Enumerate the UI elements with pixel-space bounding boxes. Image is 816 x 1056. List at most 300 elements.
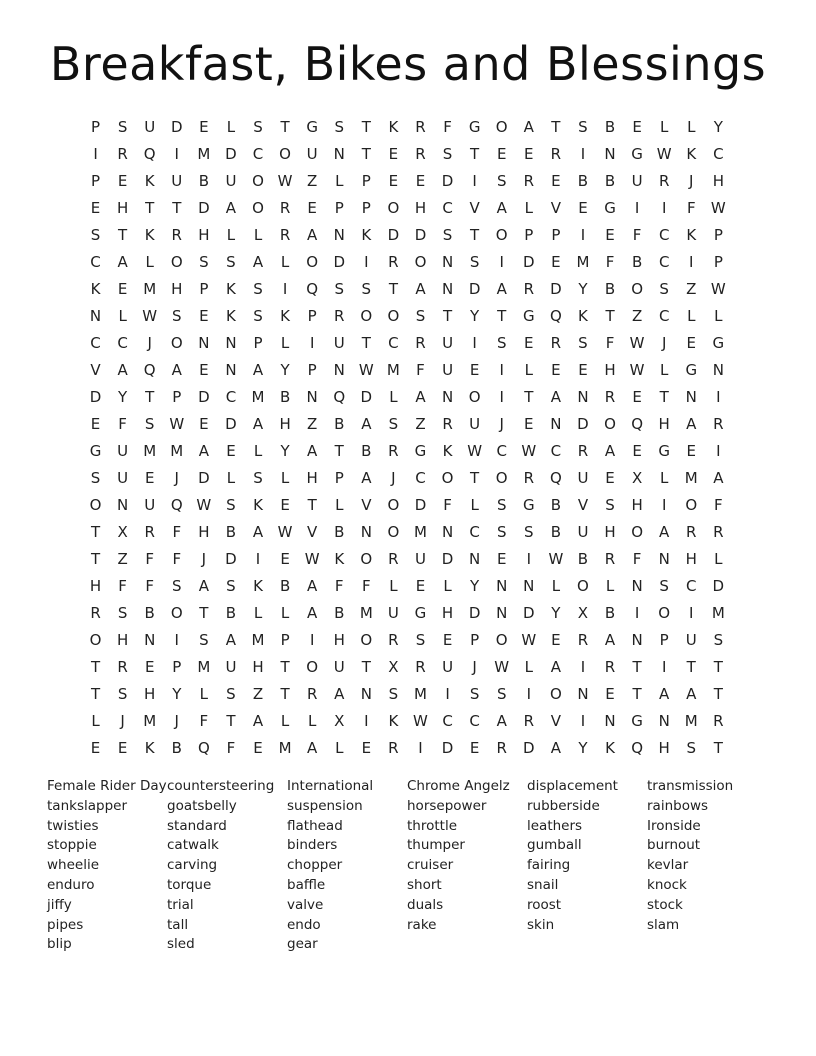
grid-letter: E — [578, 360, 588, 379]
grid-letter: O — [387, 495, 400, 514]
grid-letter: U — [225, 657, 237, 676]
grid-letter: D — [225, 414, 237, 433]
grid-row — [82, 653, 732, 680]
grid-letter: R — [604, 549, 616, 568]
grid-letter: T — [605, 306, 615, 325]
grid-letter: N — [631, 630, 643, 649]
grid-letter: E — [144, 468, 155, 487]
grid-letter: U — [333, 657, 345, 676]
grid-letter: P — [280, 630, 290, 649]
grid-letter: I — [418, 738, 423, 757]
grid-letter: J — [201, 549, 207, 568]
grid-letter: U — [469, 414, 481, 433]
grid-letter: N — [198, 333, 210, 352]
grid-row — [82, 491, 732, 518]
word-list-item: goatsbelly — [167, 797, 237, 814]
grid-letter: K — [578, 306, 588, 325]
grid-letter: L — [389, 387, 398, 406]
grid-letter: B — [604, 171, 616, 190]
grid-letter: B — [171, 738, 182, 757]
grid-letter: J — [391, 468, 396, 487]
grid-letter: A — [604, 630, 616, 649]
grid-letter: W — [142, 306, 158, 325]
grid-letter: O — [495, 225, 508, 244]
grid-letter: Z — [631, 306, 643, 325]
grid-letter: F — [145, 549, 155, 568]
grid-letter: H — [116, 630, 129, 649]
grid-letter: U — [306, 144, 318, 163]
word-list-item: roost — [527, 896, 562, 913]
grid-letter: B — [225, 522, 237, 541]
grid-letter: S — [469, 684, 480, 703]
grid-letter: E — [496, 144, 507, 163]
grid-letter: K — [334, 549, 345, 568]
grid-letter: L — [687, 306, 696, 325]
word-list-item: suspension — [287, 797, 363, 814]
word-list-item: wheelie — [47, 857, 100, 874]
grid-letter: E — [605, 684, 615, 703]
grid-letter: U — [144, 117, 156, 136]
grid-letter: E — [253, 738, 263, 757]
grid-letter: T — [145, 387, 155, 406]
grid-letter: P — [713, 252, 723, 271]
word-list-item: gumball — [527, 837, 582, 854]
grid-letter: R — [388, 441, 399, 460]
grid-letter: S — [496, 495, 507, 514]
grid-letter: E — [524, 333, 534, 352]
grid-letter: Q — [143, 360, 156, 379]
grid-letter: W — [548, 549, 564, 568]
grid-letter: C — [658, 252, 670, 271]
grid-letter: D — [523, 252, 535, 271]
grid-letter: J — [689, 171, 694, 190]
grid-letter: M — [386, 360, 400, 379]
grid-letter: N — [577, 684, 589, 703]
grid-letter: F — [443, 495, 452, 514]
grid-letter: T — [361, 144, 371, 163]
grid-letter: I — [716, 441, 721, 460]
grid-letter: M — [576, 252, 590, 271]
grid-letter: K — [686, 144, 697, 163]
grid-letter: V — [550, 198, 561, 217]
grid-letter: S — [253, 279, 263, 298]
grid-letter: J — [147, 333, 152, 352]
grid-letter: N — [89, 306, 102, 325]
grid-letter: W — [629, 333, 645, 352]
grid-letter: K — [253, 495, 263, 514]
grid-letter: L — [660, 360, 669, 379]
grid-letter: P — [334, 468, 344, 487]
grid-letter: N — [577, 387, 589, 406]
grid-letter: N — [117, 495, 129, 514]
grid-letter: R — [496, 738, 507, 757]
grid-letter: B — [279, 576, 291, 595]
grid-letter: S — [713, 630, 724, 649]
grid-letter: H — [712, 171, 724, 190]
grid-letter: U — [171, 171, 183, 190]
grid-letter: N — [604, 711, 616, 730]
grid-letter: T — [307, 495, 317, 514]
word-list-item: endo — [287, 916, 321, 933]
grid-letter: K — [388, 711, 399, 730]
grid-letter: J — [174, 468, 179, 487]
grid-letter: E — [90, 198, 101, 217]
word-list-item: short — [407, 876, 442, 893]
grid-letter: D — [468, 279, 481, 298]
grid-letter: Z — [415, 414, 426, 433]
grid-letter: G — [631, 144, 643, 163]
grid-letter: R — [415, 144, 426, 163]
grid-letter: T — [470, 225, 480, 244]
grid-letter: N — [712, 360, 724, 379]
grid-letter: O — [279, 144, 291, 163]
grid-letter: B — [631, 252, 643, 271]
grid-letter: R — [144, 522, 155, 541]
grid-letter: C — [442, 711, 453, 730]
grid-letter: L — [91, 711, 100, 730]
word-list-item: snail — [527, 876, 559, 893]
grid-letter: P — [307, 306, 317, 325]
grid-letter: P — [172, 657, 182, 676]
grid-letter: W — [413, 711, 428, 730]
grid-letter: B — [604, 117, 616, 136]
grid-letter: L — [687, 117, 696, 136]
grid-letter: C — [90, 333, 101, 352]
grid-letter: L — [524, 360, 533, 379]
grid-letter: O — [441, 468, 454, 487]
grid-letter: I — [689, 252, 694, 271]
grid-letter: M — [251, 630, 265, 649]
grid-letter: U — [225, 171, 237, 190]
grid-row — [82, 167, 732, 194]
grid-letter: I — [174, 630, 179, 649]
word-list-item: chopper — [287, 857, 343, 874]
grid-letter: E — [226, 441, 236, 460]
grid-letter: K — [388, 117, 399, 136]
grid-letter: G — [604, 198, 616, 217]
grid-letter: B — [577, 171, 589, 190]
grid-letter: J — [174, 711, 179, 730]
grid-letter: I — [472, 333, 477, 352]
grid-letter: A — [225, 198, 237, 217]
grid-letter: F — [199, 711, 209, 730]
grid-letter: F — [443, 117, 452, 136]
grid-letter: T — [90, 522, 101, 541]
grid-letter: O — [495, 468, 508, 487]
grid-letter: V — [90, 360, 101, 379]
grid-letter: A — [496, 711, 507, 730]
grid-letter: O — [658, 603, 671, 622]
grid-letter: Q — [306, 279, 319, 298]
grid-letter: M — [414, 522, 427, 541]
grid-letter: P — [307, 360, 317, 379]
grid-letter: X — [388, 657, 399, 676]
grid-letter: E — [632, 387, 642, 406]
grid-letter: R — [90, 603, 101, 622]
grid-letter: A — [117, 360, 128, 379]
grid-letter: H — [604, 522, 616, 541]
grid-letter: S — [442, 225, 453, 244]
grid-letter: T — [334, 441, 344, 460]
grid-letter: F — [172, 549, 182, 568]
grid-letter: A — [198, 441, 209, 460]
grid-letter: L — [226, 225, 236, 244]
word-list-item: binders — [287, 837, 338, 854]
grid-letter: Y — [172, 684, 182, 703]
grid-letter: X — [577, 603, 589, 622]
grid-letter: Q — [549, 306, 562, 325]
grid-letter: P — [713, 225, 723, 244]
grid-letter: R — [388, 738, 399, 757]
grid-letter: K — [361, 225, 372, 244]
grid-letter: T — [118, 225, 128, 244]
grid-letter: K — [144, 171, 155, 190]
grid-letter: D — [225, 144, 237, 163]
word-list-item: cruiser — [407, 857, 454, 874]
grid-letter: U — [144, 495, 156, 514]
grid-letter: R — [604, 387, 616, 406]
grid-row — [82, 113, 732, 140]
grid-letter: I — [309, 630, 315, 649]
word-list-item: rainbows — [647, 797, 709, 814]
grid-letter: T — [280, 117, 290, 136]
grid-letter: M — [414, 684, 427, 703]
grid-letter: O — [577, 576, 589, 595]
grid-letter: S — [388, 414, 399, 433]
grid-letter: N — [658, 549, 670, 568]
grid-letter: I — [526, 549, 531, 568]
grid-letter: C — [252, 144, 264, 163]
grid-row — [82, 356, 732, 383]
grid-letter: N — [631, 576, 643, 595]
grid-letter: U — [442, 360, 454, 379]
grid-letter: Q — [549, 468, 562, 487]
word-list-item: flathead — [287, 817, 343, 834]
grid-letter: O — [387, 306, 400, 325]
grid-letter: S — [415, 306, 426, 325]
grid-letter: A — [307, 603, 318, 622]
grid-letter: W — [277, 171, 293, 190]
grid-letter: W — [304, 549, 320, 568]
grid-letter: H — [333, 630, 345, 649]
grid-letter: C — [90, 252, 101, 271]
grid-letter: A — [415, 387, 426, 406]
grid-letter: C — [550, 441, 562, 460]
grid-letter: A — [334, 684, 345, 703]
grid-row — [82, 518, 732, 545]
grid-letter: O — [170, 603, 183, 622]
grid-letter: F — [362, 576, 371, 595]
grid-letter: O — [631, 522, 643, 541]
grid-letter: L — [660, 468, 669, 487]
grid-letter: T — [361, 117, 371, 136]
grid-letter: R — [388, 630, 399, 649]
grid-letter: S — [659, 279, 669, 298]
grid-letter: A — [307, 576, 318, 595]
grid-letter: E — [469, 738, 480, 757]
grid-letter: H — [198, 522, 210, 541]
grid-letter: R — [388, 549, 399, 568]
grid-letter: L — [253, 225, 263, 244]
grid-letter: A — [171, 360, 182, 379]
grid-letter: P — [470, 630, 480, 649]
grid-letter: F — [226, 738, 236, 757]
grid-letter: F — [172, 522, 182, 541]
grid-letter: B — [577, 549, 589, 568]
grid-letter: I — [445, 684, 450, 703]
grid-letter: L — [551, 576, 561, 595]
grid-letter: K — [90, 279, 101, 298]
grid-letter: A — [496, 198, 507, 217]
grid-letter: E — [144, 657, 155, 676]
grid-letter: V — [469, 198, 480, 217]
grid-letter: S — [117, 117, 128, 136]
grid-letter: B — [334, 522, 345, 541]
grid-letter: A — [604, 441, 616, 460]
grid-letter: T — [497, 306, 507, 325]
grid-letter: J — [499, 414, 504, 433]
grid-letter: D — [414, 225, 427, 244]
grid-letter: R — [550, 333, 562, 352]
word-list-item: fairing — [527, 857, 571, 874]
word-list-item: standard — [167, 817, 227, 834]
grid-letter: K — [280, 306, 290, 325]
grid-letter: N — [441, 522, 454, 541]
grid-letter: A — [252, 414, 264, 433]
grid-letter: I — [580, 225, 586, 244]
grid-letter: E — [551, 171, 561, 190]
grid-letter: W — [169, 414, 185, 433]
word-list-item: rake — [407, 916, 437, 933]
grid-letter: U — [442, 333, 454, 352]
grid-letter: F — [145, 576, 155, 595]
grid-letter: A — [713, 468, 724, 487]
grid-row — [82, 302, 732, 329]
grid-letter: I — [634, 198, 640, 217]
grid-letter: R — [577, 630, 589, 649]
grid-letter: I — [255, 549, 261, 568]
grid-letter: T — [388, 279, 398, 298]
grid-letter: U — [631, 171, 643, 190]
grid-letter: S — [90, 468, 101, 487]
grid-letter: S — [442, 144, 453, 163]
grid-letter: D — [198, 198, 210, 217]
grid-letter: N — [225, 360, 237, 379]
grid-letter: R — [523, 279, 534, 298]
grid-letter: C — [469, 711, 480, 730]
grid-letter: U — [414, 549, 426, 568]
word-list-item: burnout — [647, 837, 701, 854]
grid-letter: N — [441, 387, 454, 406]
grid-letter: N — [685, 387, 697, 406]
grid-letter: M — [143, 441, 157, 460]
grid-letter: V — [577, 495, 589, 514]
grid-letter: G — [468, 117, 481, 136]
grid-letter: F — [416, 360, 425, 379]
grid-letter: D — [468, 603, 481, 622]
grid-letter: A — [496, 279, 507, 298]
grid-letter: G — [712, 333, 725, 352]
grid-letter: O — [495, 630, 508, 649]
grid-letter: A — [523, 117, 534, 136]
grid-letter: D — [360, 387, 373, 406]
grid-row — [82, 140, 732, 167]
grid-letter: E — [388, 144, 399, 163]
grid-letter: S — [172, 576, 182, 595]
word-list-item: sled — [167, 936, 195, 953]
grid-letter: K — [226, 279, 236, 298]
grid-letter: A — [659, 522, 670, 541]
grid-letter: H — [279, 414, 291, 433]
grid-letter: I — [526, 684, 531, 703]
grid-letter: Q — [333, 387, 346, 406]
grid-letter: N — [333, 360, 345, 379]
grid-letter: C — [415, 468, 426, 487]
word-column — [167, 777, 287, 955]
grid-letter: P — [659, 630, 669, 649]
grid-letter: L — [389, 576, 398, 595]
grid-letter: E — [442, 630, 453, 649]
grid-letter: L — [280, 252, 290, 271]
word-list-item: stock — [647, 896, 683, 913]
grid-letter: T — [90, 657, 101, 676]
grid-letter: Y — [578, 738, 588, 757]
word-list-item: leathers — [527, 817, 583, 834]
word-list-item: knock — [647, 876, 687, 893]
grid-letter: N — [550, 414, 562, 433]
grid-letter: D — [577, 414, 589, 433]
grid-letter: D — [441, 171, 454, 190]
word-list-item: skin — [527, 916, 555, 933]
grid-letter: P — [91, 171, 101, 190]
word-list-item: slam — [647, 916, 680, 933]
grid-letter: A — [686, 684, 697, 703]
grid-letter: T — [686, 657, 696, 676]
grid-letter: E — [199, 117, 209, 136]
grid-row — [82, 437, 732, 464]
grid-letter: O — [495, 117, 508, 136]
grid-letter: S — [334, 117, 344, 136]
grid-letter: N — [658, 711, 670, 730]
grid-letter: T — [632, 684, 642, 703]
grid-letter: D — [198, 468, 210, 487]
grid-letter: I — [499, 387, 504, 406]
grid-letter: W — [710, 279, 726, 298]
grid-letter: S — [334, 279, 344, 298]
grid-letter: Q — [631, 738, 643, 757]
grid-letter: D — [550, 279, 562, 298]
grid-letter: N — [496, 603, 508, 622]
grid-letter: W — [521, 630, 537, 649]
grid-letter: O — [604, 414, 616, 433]
grid-letter: R — [523, 711, 534, 730]
grid-letter: E — [496, 549, 507, 568]
grid-letter: T — [524, 387, 534, 406]
grid-letter: L — [226, 117, 236, 136]
grid-row — [82, 734, 732, 761]
grid-letter: A — [361, 468, 372, 487]
grid-letter: T — [199, 603, 209, 622]
grid-letter: X — [631, 468, 643, 487]
grid-letter: S — [253, 468, 263, 487]
grid-letter: B — [334, 414, 345, 433]
grid-letter: N — [360, 684, 372, 703]
grid-letter: R — [550, 144, 562, 163]
grid-row — [82, 194, 732, 221]
grid-letter: S — [496, 333, 507, 352]
grid-letter: I — [580, 144, 586, 163]
grid-letter: A — [415, 279, 426, 298]
